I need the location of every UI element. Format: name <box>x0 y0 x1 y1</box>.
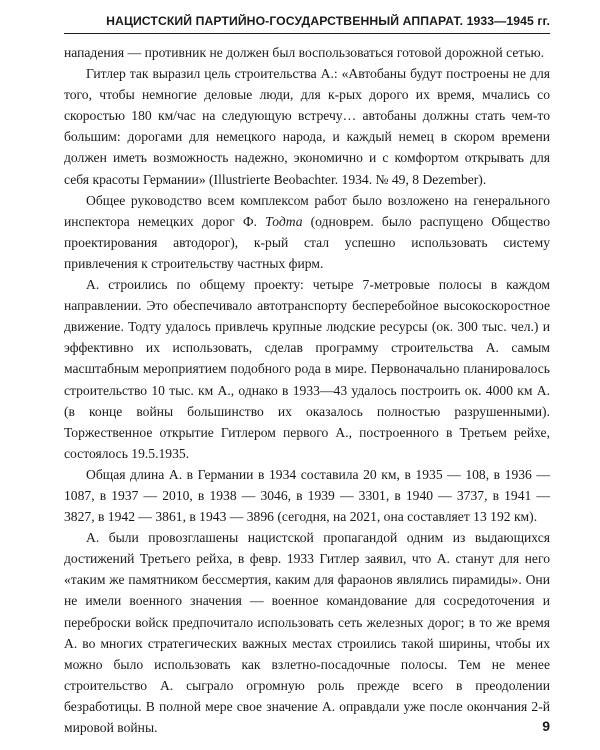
paragraph-management-end: (одноврем. было распущено Общество проектирования автодорог), к-рый стал успешно использовать систему привлечения к строительству частных фирм. <box>64 213 551 271</box>
paragraph-management-start: Общее руководство всем комплексом работ было возложено на генерального инспектора немецких дорог Ф. <box>64 192 550 229</box>
paragraph-total-length: Общая длина А. в Германии в 1934 составила 20 км, в 1935 — 108, в 1936 — 1087, в 1937 — 2010, в 1938 — 3046, в 1939 — 3301, в 1940 — 3737, в 1941 — 3827, в 1942 — 3861, в 1943 — 3896 (сегодня, на 2021, она составляет 13 192 км). <box>64 466 550 525</box>
paragraph-management <box>64 190 550 274</box>
header-rule <box>64 33 550 34</box>
paragraph-propaganda: А. были провозглашены нацистской пропагандой одним из выдающихся достижений Третьего рейха, в февр. 1933 Гитлер заявил, что А. станут для него «таким же памятником бессмертия, каким для фараонов являлись пирамиды». Они не имели военного значения — военное командование для сосредоточения и переброски войск предпочитало использовать сеть железных дорог; в то же время А. во многих стратегических важных местах строились такой ширины, чтобы их можно было использовать как взлетно-посадочные полосы. Тем не менее строительство А. сыграло огромную роль прежде всего в преодолении безработицы. В полной мере свое значение А. оправдали уже после окончания 2-й мировой войны. <box>64 530 550 735</box>
paragraph-continuation: нападения — противник не должен был воспользоваться готовой дорожной сетью. <box>64 45 545 60</box>
page-number: 9 <box>542 718 550 734</box>
body-text <box>64 42 550 738</box>
paragraph-hitler-quote: Гитлер так выразил цель строительства А.: «Автобаны будут построены не для того, чтобы немногие деловые люди, для к-рых дорого их время, мчались со скоростью 180 км/час на следующую встречу… автобаны должны стать чем-то большим: дорогами для немецкого народа, и каждый немец в скором времени должен иметь возможность надежно, экономично и с комфортом открывать для себя красоты Германии» (Illustrierte Beobachter. 1934. № 49, 8 Dezember). <box>64 66 550 187</box>
running-header: НАЦИСТСКИЙ ПАРТИЙНО-ГОСУДАРСТВЕННЫЙ АППАРАТ. 1933—1945 гг. <box>106 14 550 28</box>
paragraph-construction: А. строились по общему проекту: четыре 7-метровые полосы в каждом направлении. Это обеспечивало автотранспорту бесперебойное высокоскоростное движение. Тодту удалось привлечь крупные людские ресурсы (ок. 300 тыс. чел.) и эффективно их использовать, сделав программу строительства А. самым масштабным мероприятием подобного рода в мире. Первоначально планировалось строительство 10 тыс. км А., однако в 1933—43 удалось построить ок. 4000 км А. (в конце войны большинство их оказалось полностью разрушенными). Торжественное открытие Гитлером первого А., построенного в Третьем рейхе, состоялось 19.5.1935. <box>64 277 550 461</box>
todt-name-italic: Тодта <box>265 213 303 229</box>
